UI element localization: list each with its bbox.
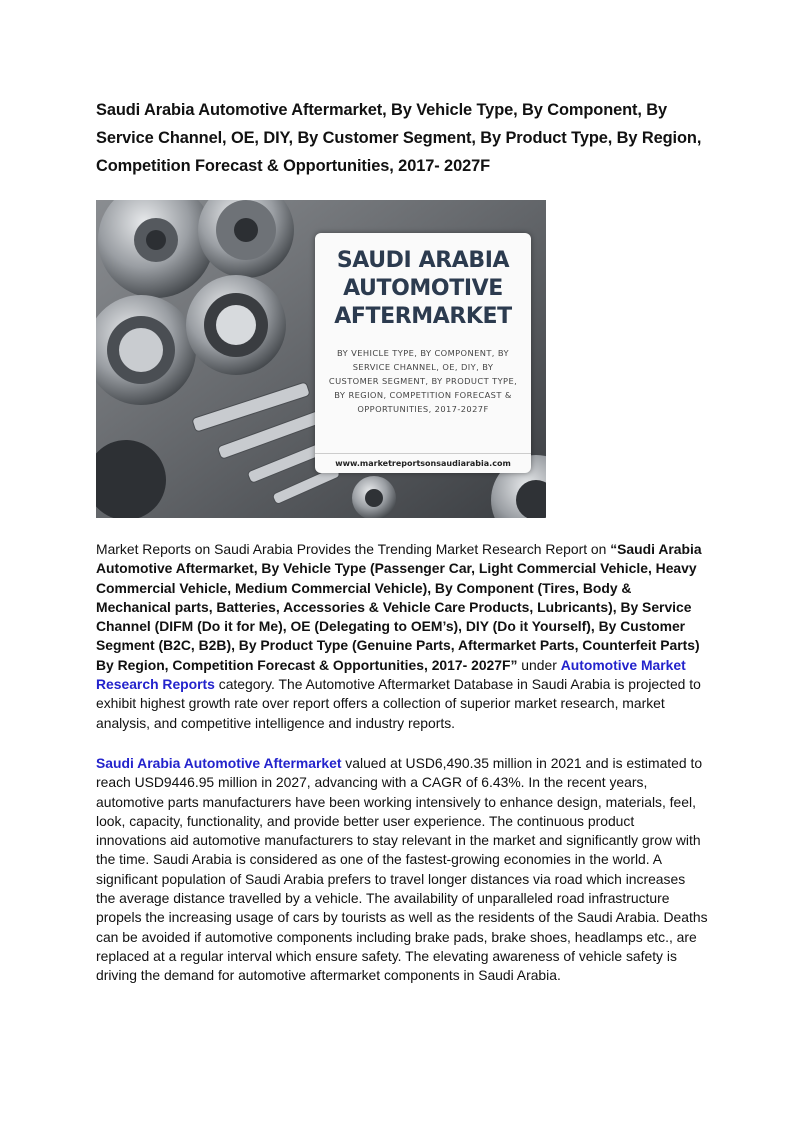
cover-subtitle: BY VEHICLE TYPE, BY COMPONENT, BY SERVICE CHANNEL, OE, DIY, BY CUSTOMER SEGMENT, BY PRODUCT TYPE, BY REGION, COMPETITION FORECAST & OPPORTUNITIES, 2017-2027F — [328, 348, 518, 414]
category-link[interactable]: Automotive Market Research Reports — [96, 656, 686, 693]
market-summary-paragraph — [96, 754, 708, 986]
under-text: under — [517, 656, 561, 673]
market-summary-text: valued at USD6,490.35 million in 2021 and is estimated to reach USD9446.95 million in 2027, advancing with a CAGR of 6.43%. In the recent years, automotive parts manufacturers have been working intensively to enhance design, materials, feel, look, capacity, functionality, and provide better user experience. The continuous product innovations aid automotive manufacturers to stay relevant in the market and significantly grow with the time. Saudi Arabia is considered as one of the fastest-growing economies in the world. A significant population of Saudi Arabia prefers to travel longer distances via road which increases the average distance travelled by a vehicle. The availability of unparalleled road infrastructure propels the increasing usage of cars by tourists as well as the residents of the Saudi Arabia. Deaths can be avoided if automotive components including brake pads, brake shoes, headlamps etc., are replaced at a regular interval which ensure safety. The elevating awareness of vehicle safety is driving the demand for automotive aftermarket components in Saudi Arabia. — [96, 755, 708, 984]
intro-rest-text: category. The Automotive Aftermarket Database in Saudi Arabia is projected to exhibit highest growth rate over report offers a collection of superior market research, market analysis, and competitive intelligence and industry reports. — [96, 676, 701, 731]
cover-heading-line-3: AFTERMARKET — [334, 304, 512, 329]
cover-heading-line-2: AUTOMOTIVE — [343, 276, 503, 301]
cover-card — [315, 233, 531, 473]
cover-url: www.marketreportsonsaudiarabia.com — [315, 453, 531, 474]
page-title: Saudi Arabia Automotive Aftermarket, By Vehicle Type, By Component, By Service Channel, OE, DIY, By Customer Segment, By Product Type, By Region, Competition Forecast & Opportunities, 2017- 2027F — [96, 101, 702, 175]
intro-paragraph — [96, 540, 708, 733]
cover-heading — [315, 247, 531, 331]
report-full-title: “Saudi Arabia Automotive Aftermarket, By Vehicle Type (Passenger Car, Light Commercial Vehicle, Heavy Commercial Vehicle, Medium Commercial Vehicle), By Component (Tires, Body & Mechanical parts, Batteries, Accessories & Vehicle Care Products, Lubricants), By Service Channel (DIFM (Do it for Me), OE (Delegating to OEM’s), DIY (Do it Yourself), By Customer Segment (B2C, B2B), By Product Type (Genuine Parts, Aftermarket Parts, Counterfeit Parts) By Region, Competition Forecast & Opportunities, 2017- 2027F” — [96, 541, 702, 673]
cover-heading-line-1: SAUDI ARABIA — [336, 248, 510, 273]
report-cover-image — [96, 200, 546, 518]
intro-text: Market Reports on Saudi Arabia Provides the Trending Market Research Report on — [96, 541, 611, 557]
market-report-link[interactable]: Saudi Arabia Automotive Aftermarket — [96, 755, 342, 771]
